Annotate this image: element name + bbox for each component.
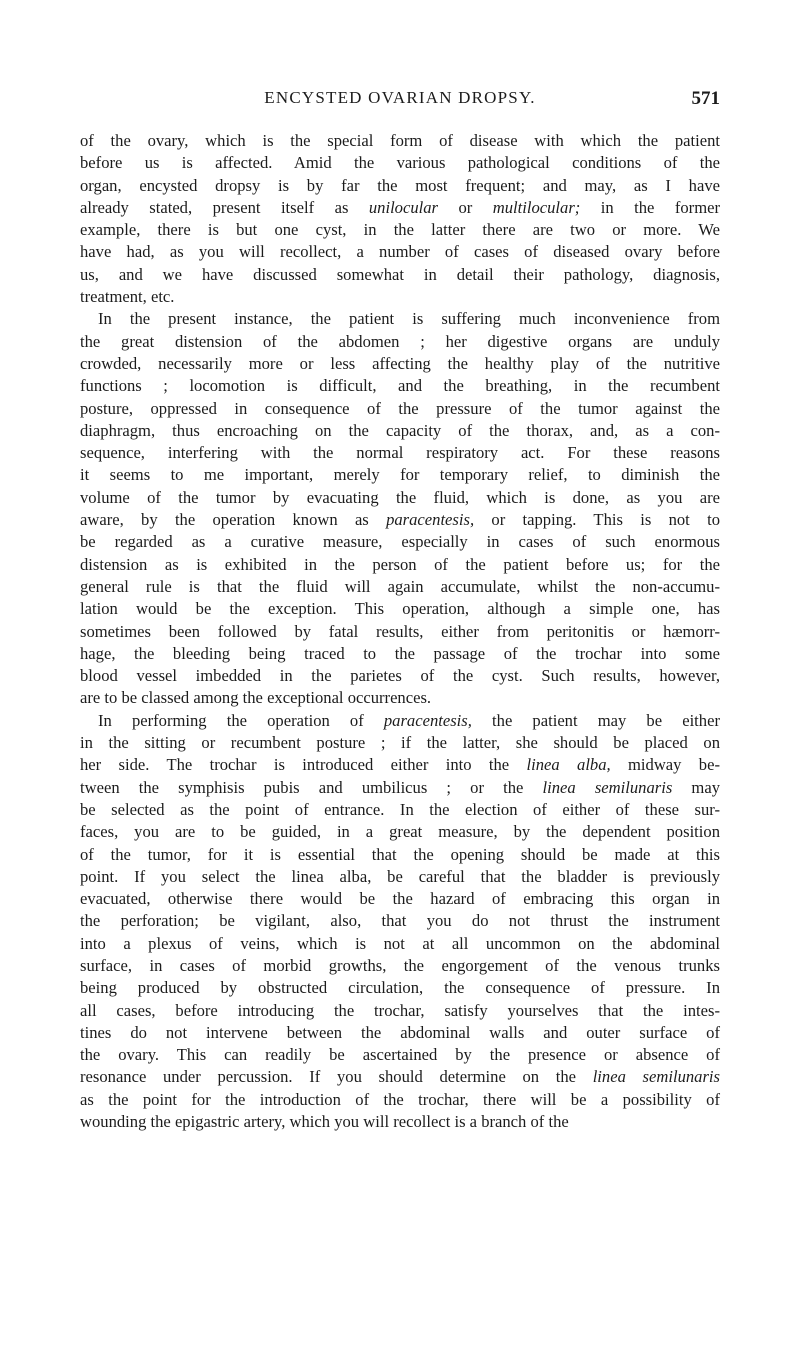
running-head: [80, 88, 720, 112]
italic-term: linea semilunaris: [542, 777, 673, 797]
text-line: [80, 286, 720, 308]
page-number: 571: [691, 88, 720, 109]
text-line: [80, 554, 720, 576]
text-run: her side. The trochar is introduced either into the: [80, 755, 527, 775]
italic-term: paracentesis,: [386, 510, 475, 530]
text-line: [80, 710, 720, 732]
text-line: [80, 687, 720, 709]
text-line: [80, 1000, 720, 1022]
text-run: sequence, interfering with the normal respiratory act. For these reasons: [80, 443, 720, 463]
text-line: [80, 398, 720, 420]
text-line: [80, 821, 720, 843]
text-run: the perforation; be vigilant, also, that you do not thrust the instrument: [80, 911, 720, 931]
text-line: [80, 308, 720, 330]
text-run: all cases, before introducing the trochar, satisfy yourselves that the intes-: [80, 1000, 720, 1020]
text-run: in the sitting or recumbent posture ; if the latter, she should be placed on: [80, 733, 720, 753]
italic-term: multilocular;: [492, 197, 581, 217]
text-line: [80, 754, 720, 776]
text-run: may: [672, 777, 720, 797]
text-run: surface, in cases of morbid growths, the engorgement of the venous trunks: [80, 955, 720, 975]
text-line: [80, 866, 720, 888]
text-line: [80, 464, 720, 486]
text-run: point. If you select the linea alba, be careful that the bladder is previously: [80, 866, 720, 886]
text-run: be regarded as a curative measure, especially in cases of such enormous: [80, 532, 720, 552]
text-run: resonance under percussion. If you should determine on the: [80, 1067, 593, 1087]
text-line: [80, 375, 720, 397]
text-line: [80, 531, 720, 553]
text-run: crowded, necessarily more or less affecting the healthy play of the nutritive: [80, 353, 720, 373]
text-line: [80, 175, 720, 197]
text-line: [80, 1089, 720, 1111]
text-line: [80, 888, 720, 910]
text-line: [80, 487, 720, 509]
text-run: example, there is but one cyst, in the latter there are two or more. We: [80, 220, 720, 240]
text-line: [80, 643, 720, 665]
text-line: [80, 598, 720, 620]
text-run: functions ; locomotion is difficult, and the breathing, in the recumbent: [80, 376, 720, 396]
text-run: lation would be the exception. This operation, although a simple one, has: [80, 599, 720, 619]
text-run: or: [438, 197, 493, 217]
text-run: faces, you are to be guided, in a great measure, by the dependent position: [80, 822, 720, 842]
text-line: [80, 152, 720, 174]
text-run: evacuated, otherwise there would be the hazard of embracing this organ in: [80, 889, 720, 909]
text-run: volume of the tumor by evacuating the fluid, which is done, as you are: [80, 487, 720, 507]
italic-term: linea semilunaris: [592, 1067, 720, 1087]
text-run: as the point for the introduction of the trochar, there will be a possibility of: [80, 1089, 720, 1109]
body-text: [80, 130, 720, 1133]
text-line: [80, 799, 720, 821]
text-run: the ovary. This can readily be ascertained by the presence or absence of: [80, 1045, 720, 1065]
text-run: aware, by the operation known as: [80, 510, 387, 530]
text-line: [80, 955, 720, 977]
text-line: [80, 910, 720, 932]
text-run: already stated, present itself as: [80, 197, 369, 217]
text-run: us, and we have discussed somewhat in detail their pathology, diagnosis,: [80, 264, 720, 284]
text-line: [80, 844, 720, 866]
text-run: of the ovary, which is the special form of disease with which the patient: [80, 131, 720, 150]
text-run: tines do not intervene between the abdominal walls and outer surface of: [80, 1022, 720, 1042]
text-run: midway be-: [610, 755, 720, 775]
text-line: [80, 331, 720, 353]
italic-term: unilocular: [368, 197, 438, 217]
text-run: hage, the bleeding being traced to the passage of the trochar into some: [80, 643, 720, 663]
text-line: [80, 264, 720, 286]
text-run: have had, as you will recollect, a number of cases of diseased ovary before: [80, 242, 720, 262]
text-run: the patient may be either: [471, 710, 720, 730]
text-run: tween the symphisis pubis and umbilicus ; or the: [80, 777, 543, 797]
text-line: [80, 197, 720, 219]
text-line: [80, 1022, 720, 1044]
text-run: of the tumor, for it is essential that the opening should be made at this: [80, 844, 720, 864]
text-line: [80, 1066, 720, 1088]
text-line: [80, 353, 720, 375]
text-line: [80, 665, 720, 687]
italic-term: paracentesis,: [383, 710, 472, 730]
text-line: [80, 442, 720, 464]
text-run: treatment, etc.: [80, 287, 175, 307]
text-line: [80, 130, 720, 152]
italic-term: linea alba,: [526, 755, 611, 775]
text-line: [80, 933, 720, 955]
text-run: In performing the operation of: [98, 710, 384, 730]
text-run: in the former: [580, 197, 720, 217]
text-run: distension as is exhibited in the person of the patient before us; for the: [80, 554, 720, 574]
text-line: [80, 621, 720, 643]
text-run: wounding the epigastric artery, which you will recollect is a branch of the: [80, 1112, 569, 1132]
text-run: are to be classed among the exceptional occurrences.: [80, 688, 432, 708]
text-line: [80, 420, 720, 442]
text-run: be selected as the point of entrance. In the election of either of these sur-: [80, 799, 720, 819]
text-line: [80, 977, 720, 999]
text-line: [80, 732, 720, 754]
text-run: posture, oppressed in consequence of the pressure of the tumor against the: [80, 398, 720, 418]
text-run: general rule is that the fluid will again accumulate, whilst the non-accumu-: [80, 576, 720, 596]
text-run: before us is affected. Amid the various pathological conditions of the: [80, 153, 720, 173]
text-run: diaphragm, thus encroaching on the capacity of the thorax, and, as a con-: [80, 420, 720, 440]
text-line: [80, 1111, 720, 1133]
text-run: the great distension of the abdomen ; her digestive organs are unduly: [80, 331, 720, 351]
text-line: [80, 241, 720, 263]
text-line: [80, 777, 720, 799]
text-run: being produced by obstructed circulation, the consequence of pressure. In: [80, 978, 720, 998]
running-title: ENCYSTED OVARIAN DROPSY.: [264, 88, 536, 107]
text-run: it seems to me important, merely for temporary relief, to diminish the: [80, 465, 720, 485]
text-run: organ, encysted dropsy is by far the most frequent; and may, as I have: [80, 175, 720, 195]
text-run: sometimes been followed by fatal results, either from peritonitis or hæmorr-: [80, 621, 720, 641]
text-line: [80, 1044, 720, 1066]
text-run: or tapping. This is not to: [474, 510, 720, 530]
text-run: In the present instance, the patient is suffering much inconvenience from: [98, 309, 720, 329]
text-run: blood vessel imbedded in the parietes of the cyst. Such results, however,: [80, 666, 720, 686]
text-line: [80, 509, 720, 531]
text-line: [80, 219, 720, 241]
text-run: into a plexus of veins, which is not at all uncommon on the abdominal: [80, 933, 720, 953]
text-line: [80, 576, 720, 598]
